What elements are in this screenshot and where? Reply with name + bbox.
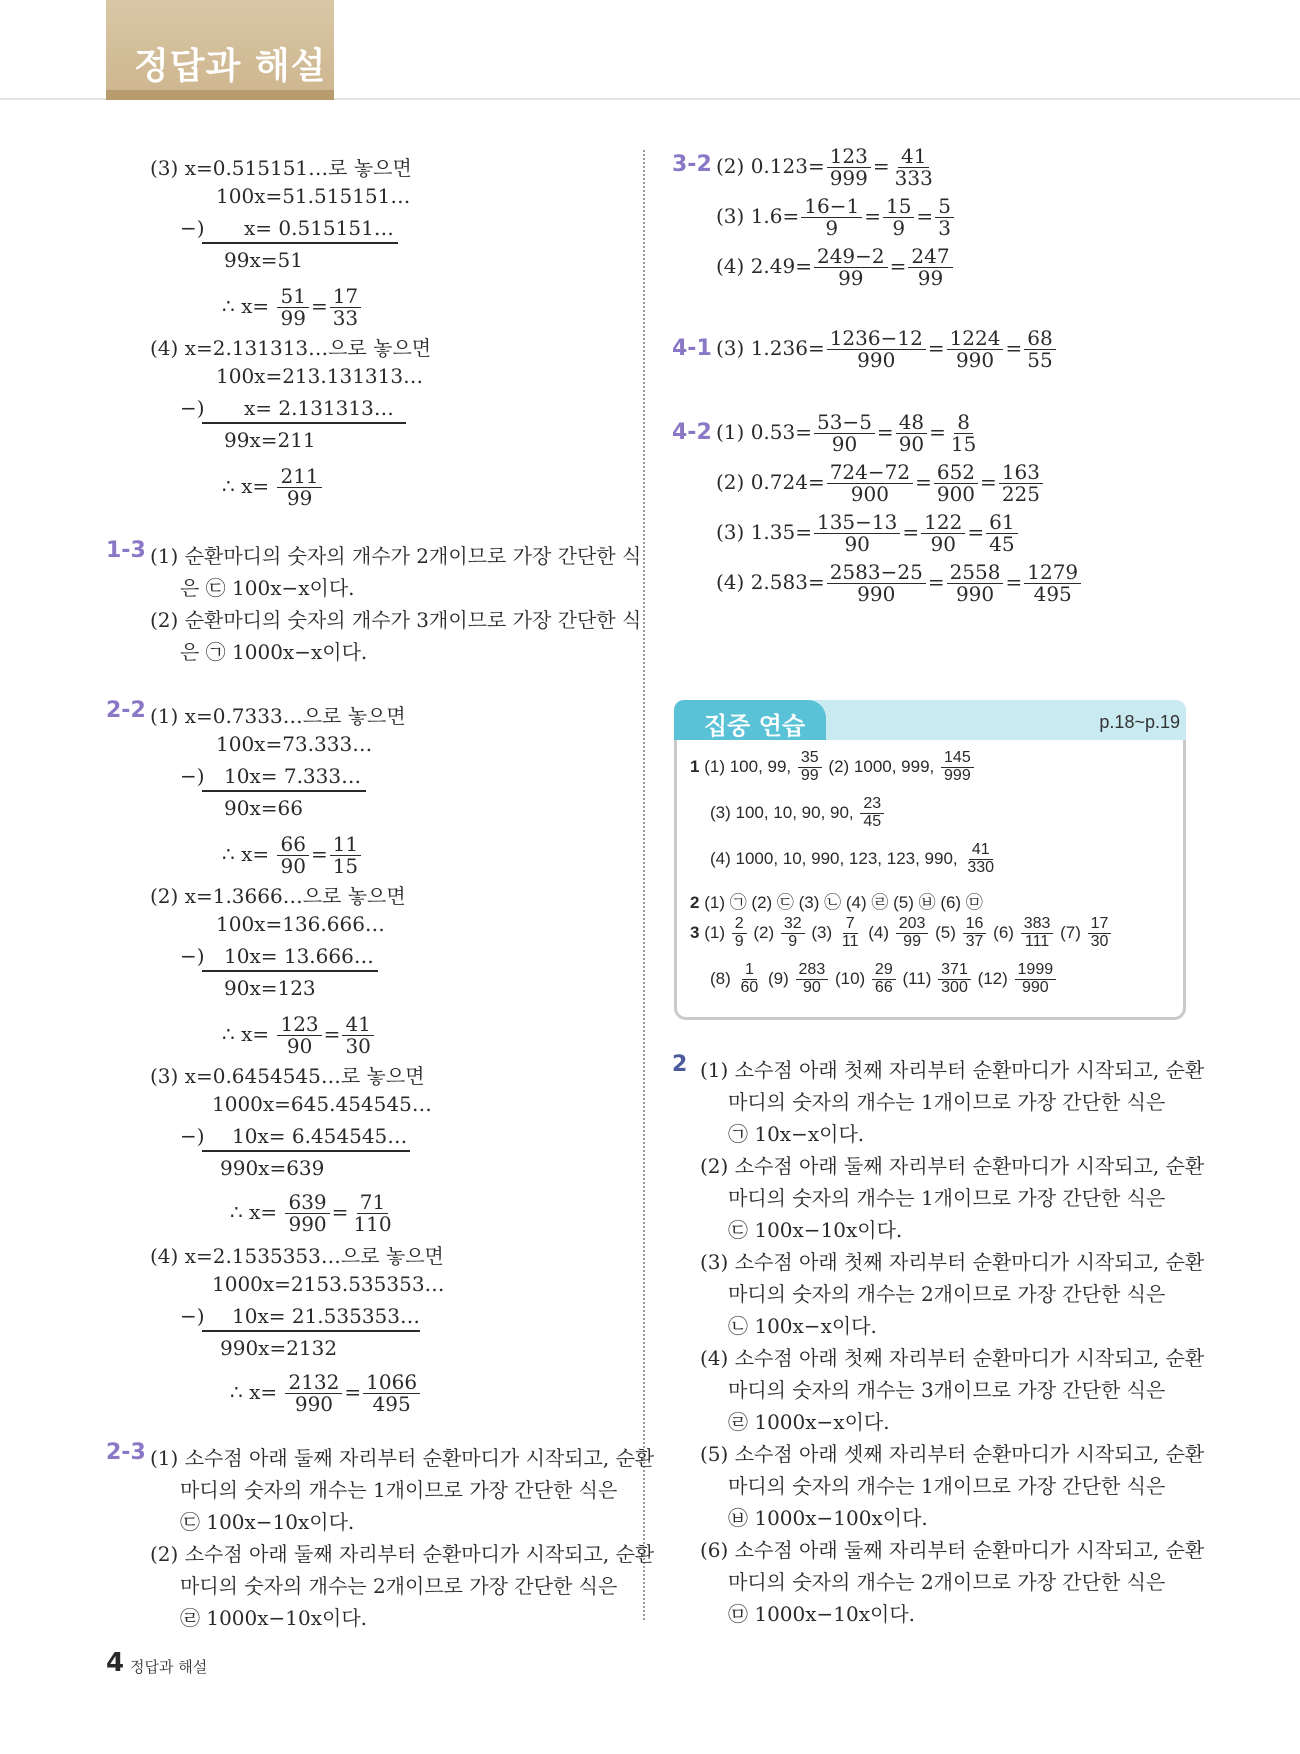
numerator: 2 (732, 916, 747, 934)
fraction (892, 146, 936, 189)
numerator: 8 (954, 412, 973, 434)
equals: = (889, 254, 907, 278)
s2-item-2-line-a: (2) 소수점 아래 둘째 자리부터 순환마디가 시작되고, 순환 (700, 1154, 1205, 1178)
s22-q3-intro: (3) x=0.6454545…로 놓으면 (150, 1064, 425, 1088)
fraction (986, 512, 1017, 555)
practice-pages: p.18~p.19 (1099, 712, 1180, 732)
fraction (921, 512, 965, 555)
practice-q2-row (690, 888, 983, 913)
denominator: 15 (950, 432, 977, 456)
denominator: 60 (740, 978, 759, 996)
s2-item-4-line-c: ㉣ 1000x−x이다. (728, 1410, 890, 1434)
answer-text: (4) 1000, 10, 990, 123, 123, 990, (710, 848, 958, 868)
fraction (814, 512, 900, 555)
s22-q4-subtract-line (202, 1330, 420, 1332)
denominator: 990 (294, 1392, 334, 1416)
s22-q1-intro: (1) x=0.7333…으로 놓으면 (150, 704, 406, 728)
denominator: 90 (898, 432, 925, 456)
numerator: 68 (1024, 328, 1055, 350)
numerator: 2558 (947, 562, 1004, 584)
s2-item-2-line-c: ㉢ 100x−10x이다. (728, 1218, 903, 1242)
p3-intro: (3) x=0.515151…로 놓으면 (150, 156, 412, 180)
denominator: 15 (332, 854, 359, 878)
numerator: 41 (898, 146, 929, 168)
s32-r2 (716, 146, 938, 189)
s22-q2-line3: 90x=123 (224, 976, 316, 1000)
denominator: 900 (936, 482, 976, 506)
equals: = (876, 420, 894, 444)
numerator: 652 (934, 462, 978, 484)
numerator: 48 (896, 412, 927, 434)
numerator: 135−13 (814, 512, 900, 534)
header-tab-shadow (106, 90, 334, 100)
fraction (941, 750, 974, 785)
fraction (827, 462, 913, 505)
numerator: 211 (277, 466, 321, 488)
equals: = (331, 1200, 349, 1224)
numerator: 16−1 (801, 196, 862, 218)
p4-result (222, 466, 324, 509)
item-key: (7) (1055, 922, 1086, 942)
expr-prefix: (1) 0.53= (716, 420, 812, 444)
s2-item-1-line-b: 마디의 숫자의 개수는 1개이므로 가장 간단한 식은 (728, 1090, 1166, 1114)
denominator: 999 (829, 166, 868, 190)
numerator: 23 (860, 796, 884, 814)
denominator: 99 (800, 766, 819, 784)
equals: = (915, 470, 932, 494)
s22-q1-line2: 10x= 7.333… (224, 764, 362, 788)
s13-b1: (2) 순환마디의 숫자의 개수가 3개이므로 가장 간단한 식 (150, 608, 642, 632)
item-key: (12) (972, 968, 1013, 988)
practice-q1-row2 (710, 796, 886, 831)
label-2: 2 (672, 1052, 688, 1077)
s22-q3-line2: 10x= 6.454545… (232, 1124, 408, 1148)
numerator: 122 (921, 512, 965, 534)
denominator: 495 (1033, 582, 1072, 606)
fraction (947, 328, 1004, 371)
expr-prefix: (4) 2.49= (716, 254, 812, 278)
equals: = (927, 336, 945, 360)
practice-q1-row1 (690, 750, 976, 785)
equals: = (1005, 570, 1023, 594)
s2-item-6-line-a: (6) 소수점 아래 둘째 자리부터 순환마디가 시작되고, 순환 (700, 1538, 1205, 1562)
numerator: 724−72 (827, 462, 913, 484)
s22-q2-minus: −) (180, 944, 205, 968)
fraction (934, 462, 978, 505)
s2-item-3-line-c: ㉡ 100x−x이다. (728, 1314, 877, 1338)
fraction (285, 1372, 342, 1415)
s22-q4-line3: 990x=2132 (220, 1336, 338, 1360)
s22-q3-line3: 990x=639 (220, 1156, 325, 1180)
item-key: (4) (863, 922, 894, 942)
denominator: 990 (1021, 978, 1049, 996)
denominator: 990 (857, 582, 896, 606)
s2-item-5-line-c: ㉥ 1000x−100x이다. (728, 1506, 928, 1530)
denominator: 99 (903, 932, 921, 950)
label-3-2: 3-2 (672, 152, 712, 177)
denominator: 90 (831, 432, 858, 456)
s22-q1-subtract-line (202, 790, 366, 792)
result-prefix: ∴ x= (222, 842, 270, 866)
numerator: 71 (357, 1192, 388, 1214)
expr-prefix: (3) 1.236= (716, 336, 825, 360)
equals: = (980, 470, 997, 494)
fraction (285, 1192, 329, 1235)
numerator: 32 (781, 916, 805, 934)
p3-line3: 99x=51 (224, 248, 303, 272)
s22-q1-line3: 90x=66 (224, 796, 303, 820)
fraction (277, 466, 321, 509)
equals: = (1005, 336, 1023, 360)
denominator: 30 (1090, 932, 1109, 950)
fraction (872, 962, 896, 997)
denominator: 330 (967, 858, 995, 876)
result-prefix: ∴ x= (222, 1022, 270, 1046)
p3-subtract-line (202, 242, 398, 244)
s2-item-1-line-a: (1) 소수점 아래 첫째 자리부터 순환마디가 시작되고, 순환 (700, 1058, 1205, 1082)
numerator: 35 (798, 750, 822, 768)
numerator: 283 (796, 962, 829, 980)
denominator: 990 (288, 1212, 327, 1236)
label-4-2: 4-2 (672, 420, 712, 445)
fraction (330, 834, 361, 877)
item-key: (5) (930, 922, 961, 942)
denominator: 495 (372, 1392, 411, 1416)
s22-q1-line1: 100x=73.333… (216, 732, 373, 756)
denominator: 45 (863, 812, 882, 830)
s22-q4-intro: (4) x=2.1535353…으로 놓으면 (150, 1244, 444, 1268)
s23-a1: (1) 소수점 아래 둘째 자리부터 순환마디가 시작되고, 순환 (150, 1446, 655, 1470)
numerator: 1279 (1024, 562, 1081, 584)
question-number: 2 (690, 893, 700, 912)
denominator: 55 (1027, 348, 1053, 372)
question-number: 1 (690, 756, 700, 776)
fraction (964, 842, 997, 877)
denominator: 9 (734, 932, 744, 950)
numerator: 1 (742, 962, 757, 980)
fraction (948, 412, 979, 455)
s22-q2-line1: 100x=136.666… (216, 912, 385, 936)
result-prefix: ∴ x= (230, 1380, 278, 1404)
s42-r4 (716, 562, 1083, 605)
s13-a2: 은 ㉢ 100x−x이다. (180, 576, 355, 600)
denominator: 990 (955, 582, 995, 606)
fraction (860, 796, 884, 831)
fraction (814, 246, 888, 289)
p4-intro: (4) x=2.131313…으로 놓으면 (150, 336, 432, 360)
equals: = (927, 570, 945, 594)
label-4-1: 4-1 (672, 336, 712, 361)
denominator: 90 (286, 1034, 313, 1058)
result-prefix: ∴ x= (222, 474, 270, 498)
numerator: 1999 (1015, 962, 1057, 980)
equals: = (872, 154, 890, 178)
answer-text: (1) 100, 99, (704, 756, 792, 776)
s23-b1: (2) 소수점 아래 둘째 자리부터 순환마디가 시작되고, 순환 (150, 1542, 655, 1566)
item-key: (3) (806, 922, 837, 942)
numerator: 16 (963, 916, 987, 934)
practice-q3-row2 (710, 962, 1058, 997)
answer-text: (3) 100, 10, 90, 90, (710, 802, 854, 822)
p4-minus: −) (180, 396, 205, 420)
numerator: 61 (986, 512, 1017, 534)
item-key: (2) (748, 922, 779, 942)
fraction (908, 246, 952, 289)
item-key: (9) (763, 968, 794, 988)
practice-title: 집중 연습 (704, 712, 806, 740)
denominator: 99 (280, 306, 306, 330)
s22-q2-subtract-line (202, 970, 378, 972)
expr-prefix: (3) 1.35= (716, 520, 812, 544)
numerator: 249−2 (814, 246, 888, 268)
numerator: 383 (1021, 916, 1054, 934)
fraction (999, 462, 1043, 505)
label-1-3: 1-3 (106, 538, 146, 563)
numerator: 15 (883, 196, 914, 218)
expr-prefix: (3) 1.6= (716, 204, 800, 228)
fraction (827, 146, 871, 189)
fraction (801, 196, 862, 239)
s2-item-4-line-a: (4) 소수점 아래 첫째 자리부터 순환마디가 시작되고, 순환 (700, 1346, 1205, 1370)
fraction (883, 196, 914, 239)
fraction (330, 286, 361, 329)
s13-b2: 은 ㉠ 1000x−x이다. (180, 640, 368, 664)
numerator: 17 (330, 286, 361, 308)
numerator: 203 (896, 916, 929, 934)
s22-q4-line1: 1000x=2153.535353… (212, 1272, 445, 1296)
s22-q1-result (222, 834, 363, 877)
fraction (350, 1192, 394, 1235)
numerator: 163 (999, 462, 1043, 484)
equals: = (902, 520, 920, 544)
fraction (896, 412, 927, 455)
equals: = (323, 1022, 341, 1046)
fraction (796, 962, 829, 997)
denominator: 990 (857, 348, 896, 372)
s22-q3-minus: −) (180, 1124, 205, 1148)
result-prefix: ∴ x= (230, 1200, 278, 1224)
fraction (938, 962, 971, 997)
denominator: 225 (1001, 482, 1040, 506)
p3-minus: −) (180, 216, 205, 240)
fraction (781, 916, 805, 951)
p3-result (222, 286, 363, 329)
numerator: 1236−12 (827, 328, 926, 350)
s23-b2: 마디의 숫자의 개수는 2개이므로 가장 간단한 식은 (180, 1574, 618, 1598)
denominator: 99 (286, 486, 313, 510)
s2-item-5-line-b: 마디의 숫자의 개수는 1개이므로 가장 간단한 식은 (728, 1474, 1166, 1498)
practice-q3-row1 (690, 916, 1113, 951)
denominator: 111 (1024, 932, 1050, 950)
column-divider (643, 150, 645, 1620)
numerator: 29 (872, 962, 896, 980)
denominator: 90 (280, 854, 306, 878)
expr-prefix: (4) 2.583= (716, 570, 825, 594)
answer-text: (1) ㉠ (2) ㉢ (3) ㉡ (4) ㉣ (5) ㉥ (6) ㉤ (704, 893, 983, 912)
numerator: 53−5 (814, 412, 875, 434)
item-key: (11) (897, 968, 937, 988)
s2-item-5-line-a: (5) 소수점 아래 셋째 자리부터 순환마디가 시작되고, 순환 (700, 1442, 1205, 1466)
numerator: 123 (827, 146, 871, 168)
denominator: 30 (345, 1034, 371, 1058)
fraction (1024, 328, 1055, 371)
s2-item-3-line-b: 마디의 숫자의 개수는 2개이므로 가장 간단한 식은 (728, 1282, 1166, 1306)
numerator: 639 (285, 1192, 329, 1214)
item-key: (1) (704, 922, 730, 942)
s42-r3 (716, 512, 1020, 555)
fraction (363, 1372, 420, 1415)
fraction (947, 562, 1004, 605)
s22-q3-subtract-line (202, 1150, 410, 1152)
denominator: 300 (941, 978, 968, 996)
numerator: 17 (1088, 916, 1112, 934)
numerator: 1224 (947, 328, 1004, 350)
label-2-2: 2-2 (106, 698, 146, 723)
s13-a1: (1) 순환마디의 숫자의 개수가 2개이므로 가장 간단한 식 (150, 544, 642, 568)
fraction (935, 196, 954, 239)
s22-q2-line2: 10x= 13.666… (224, 944, 374, 968)
denominator: 9 (825, 216, 839, 240)
denominator: 99 (917, 266, 944, 290)
numerator: 66 (277, 834, 308, 856)
p4-line3: 99x=211 (224, 428, 316, 452)
s32-r3 (716, 196, 956, 239)
s42-r2 (716, 462, 1045, 505)
denominator: 990 (955, 348, 995, 372)
numerator: 51 (277, 286, 308, 308)
numerator: 123 (277, 1014, 321, 1036)
denominator: 90 (844, 532, 870, 556)
s23-b3: ㉣ 1000x−10x이다. (180, 1606, 368, 1630)
equals: = (310, 294, 328, 318)
denominator: 37 (965, 932, 984, 950)
s23-a3: ㉢ 100x−10x이다. (180, 1510, 355, 1534)
p4-subtract-line (202, 422, 406, 424)
s2-item-3-line-a: (3) 소수점 아래 첫째 자리부터 순환마디가 시작되고, 순환 (700, 1250, 1205, 1274)
s22-q4-result (230, 1372, 422, 1415)
numerator: 11 (330, 834, 361, 856)
s23-a2: 마디의 숫자의 개수는 1개이므로 가장 간단한 식은 (180, 1478, 618, 1502)
fraction (798, 750, 822, 785)
denominator: 333 (894, 166, 933, 190)
item-key: (8) (710, 968, 736, 988)
expr-prefix: (2) 0.123= (716, 154, 825, 178)
s2-item-2-line-b: 마디의 숫자의 개수는 1개이므로 가장 간단한 식은 (728, 1186, 1166, 1210)
fraction (1088, 916, 1112, 951)
s41-r3 (716, 328, 1058, 371)
s2-item-4-line-b: 마디의 숫자의 개수는 3개이므로 가장 간단한 식은 (728, 1378, 1166, 1402)
s22-q4-line2: 10x= 21.535353… (232, 1304, 420, 1328)
label-2-3: 2-3 (106, 1440, 146, 1465)
fraction (963, 916, 987, 951)
fraction (277, 834, 308, 877)
equals: = (929, 420, 946, 444)
p3-line1: 100x=51.515151… (216, 184, 411, 208)
answer-text: (2) 1000, 999, (828, 756, 935, 776)
s32-r4 (716, 246, 955, 289)
question-number: 3 (690, 922, 700, 942)
fraction (277, 286, 308, 329)
equals: = (310, 842, 328, 866)
s22-q1-minus: −) (180, 764, 205, 788)
numerator: 2583−25 (827, 562, 926, 584)
denominator: 90 (802, 978, 821, 996)
s2-item-1-line-c: ㉠ 10x−x이다. (728, 1122, 865, 1146)
numerator: 7 (843, 916, 858, 934)
denominator: 99 (838, 266, 864, 290)
fraction (896, 916, 929, 951)
fraction (277, 1014, 321, 1057)
numerator: 247 (908, 246, 952, 268)
denominator: 110 (353, 1212, 392, 1236)
denominator: 66 (874, 978, 893, 996)
fraction (839, 916, 862, 951)
s22-q2-result (222, 1014, 376, 1057)
p4-line1: 100x=213.131313… (216, 364, 424, 388)
numerator: 41 (342, 1014, 373, 1036)
fraction (1024, 562, 1081, 605)
fraction (814, 412, 875, 455)
denominator: 45 (989, 532, 1015, 556)
equals: = (344, 1380, 362, 1404)
equals: = (967, 520, 985, 544)
fraction (738, 962, 762, 997)
denominator: 900 (850, 482, 889, 506)
fraction (1021, 916, 1054, 951)
fraction (827, 328, 926, 371)
denominator: 3 (938, 216, 951, 240)
fraction (827, 562, 926, 605)
equals: = (864, 204, 881, 228)
page-number: 4 (106, 1648, 125, 1678)
denominator: 999 (944, 766, 971, 784)
fraction (1015, 962, 1057, 997)
expr-prefix: (2) 0.724= (716, 470, 825, 494)
numerator: 371 (938, 962, 971, 980)
s22-q3-line1: 1000x=645.454545… (212, 1092, 432, 1116)
item-key: (6) (988, 922, 1019, 942)
practice-q1-row3 (710, 842, 999, 877)
denominator: 33 (332, 306, 359, 330)
numerator: 5 (935, 196, 954, 218)
denominator: 11 (841, 932, 859, 950)
s22-q2-intro: (2) x=1.3666…으로 놓으면 (150, 884, 406, 908)
denominator: 9 (788, 932, 798, 950)
fraction (732, 916, 747, 951)
header-title: 정답과 해설 (134, 46, 327, 87)
result-prefix: ∴ x= (222, 294, 270, 318)
item-key: (10) (830, 968, 870, 988)
p4-line2: x= 2.131313… (244, 396, 394, 420)
footer-label: 정답과 해설 (130, 1658, 208, 1676)
s2-item-6-line-c: ㉤ 1000x−10x이다. (728, 1602, 916, 1626)
s2-item-6-line-b: 마디의 숫자의 개수는 2개이므로 가장 간단한 식은 (728, 1570, 1166, 1594)
p3-line2: x= 0.515151… (244, 216, 394, 240)
s22-q3-result (230, 1192, 397, 1235)
denominator: 9 (892, 216, 906, 240)
numerator: 1066 (363, 1372, 420, 1394)
numerator: 2132 (285, 1372, 342, 1394)
denominator: 90 (930, 532, 956, 556)
s42-r1 (716, 412, 981, 455)
equals: = (916, 204, 934, 228)
numerator: 145 (941, 750, 974, 768)
numerator: 41 (969, 842, 993, 860)
fraction (342, 1014, 373, 1057)
s22-q4-minus: −) (180, 1304, 205, 1328)
